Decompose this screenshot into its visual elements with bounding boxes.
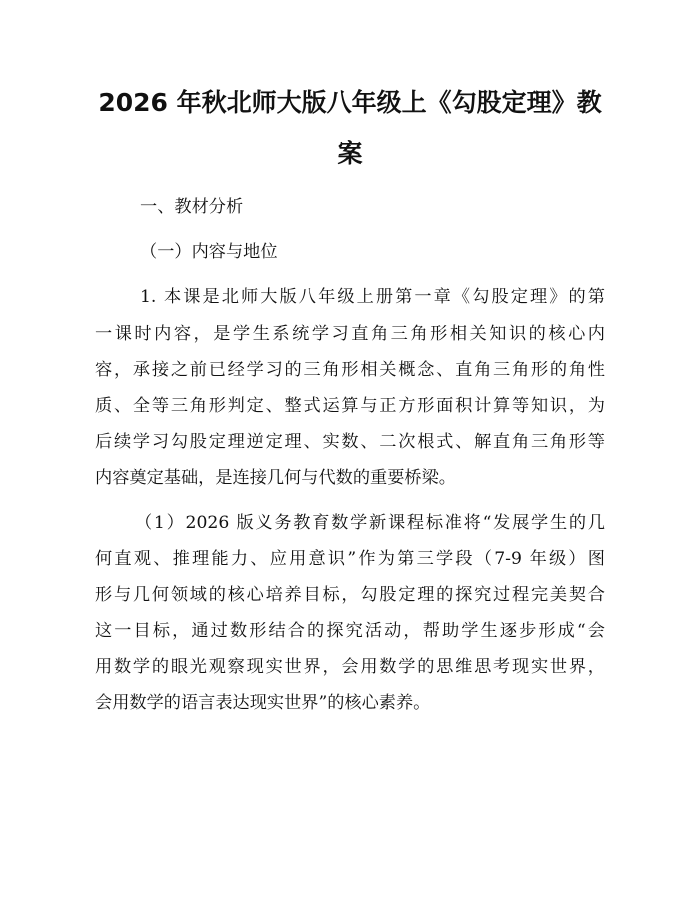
paragraph-line: 内容奠定基础，是连接几何与代数的重要桥梁。 [95,468,456,488]
paragraph-line: 容，承接之前已经学习的三角形相关概念、直角三角形的角性 [95,360,605,380]
document-title-line-1: 2026 年秋北师大版八年级上《勾股定理》教 [98,88,602,117]
subsection-heading: （一）内容与地位 [140,242,278,262]
document-title-line-2: 案 [337,139,363,168]
paragraph-line: （1）2026 版义务教育数学新课程标准将“发展学生的几 [135,513,605,533]
paragraph-line: 会用数学的语言表达现实世界”的核心素养。 [95,693,431,713]
paragraph-line: 形与几何领域的核心培养目标，勾股定理的探究过程完美契合 [95,585,605,605]
paragraph-line: 一课时内容，是学生系统学习直角三角形相关知识的核心内 [95,324,605,344]
paragraph-line: 质、全等三角形判定、整式运算与正方形面积计算等知识，为 [95,396,605,416]
paragraph-line: 后续学习勾股定理逆定理、实数、二次根式、解直角三角形等 [95,432,605,452]
section-heading: 一、教材分析 [140,197,244,217]
paragraph-line: 1. 本课是北师大版八年级上册第一章《勾股定理》的第 [140,287,605,307]
paragraph-line: 这一目标，通过数形结合的探究活动，帮助学生逐步形成“会 [95,621,605,641]
paragraph-line: 何直观、推理能力、应用意识”作为第三学段（7-9 年级）图 [95,549,605,569]
paragraph-line: 用数学的眼光观察现实世界，会用数学的思维思考现实世界， [95,657,605,677]
